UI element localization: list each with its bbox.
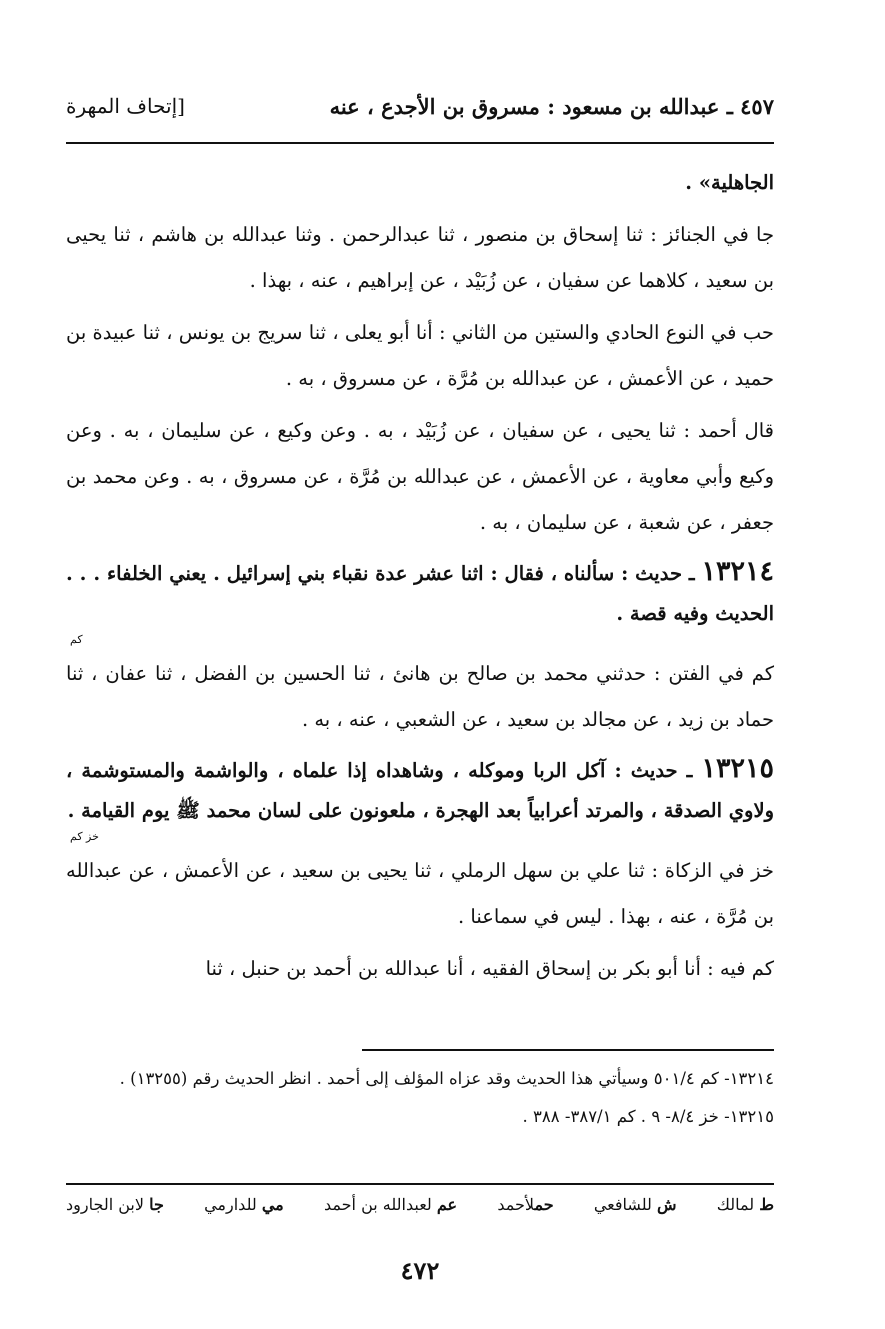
legend-item: ط لمالك: [716, 1195, 774, 1214]
legend-item: عم لعبدالله بن أحمد: [324, 1195, 458, 1214]
paragraph-kam-fitan: كم في الفتن : حدثني محمد بن صالح بن هانئ ، ثنا الحسين بن الفضل ، ثنا عفان ، ثنا حماد بن زيد ، عن مجالد بن سعيد ، عن الشعبي ، عنه ، به .: [66, 662, 774, 731]
hadith-sigla: كم: [70, 633, 83, 646]
hadith-text: آكل الربا وموكله ، وشاهداه إذا علماه ، والواشمة والمستوشمة ، ولاوي الصدقة ، والمرتد أعرابياً بعد الهجرة ، ملعونون على لسان محمد ﷺ يوم القيامة .: [66, 759, 774, 822]
hadith-heading: ـ حديث :: [614, 759, 693, 782]
paragraph-continuation: الجاهلية» .: [685, 171, 774, 194]
main-text: [66, 160, 774, 992]
hadith-sigla: خز كم: [70, 830, 99, 843]
footnote-divider: [362, 1049, 774, 1051]
header-divider: [66, 142, 774, 144]
hadith-13214: [66, 552, 774, 645]
abbreviation-legend: [66, 1195, 774, 1229]
legend-item: جا لابن الجارود: [66, 1195, 164, 1214]
hadith-13215: [66, 749, 774, 842]
legend-item: ش للشافعي: [593, 1195, 677, 1214]
header-title: ٤٥٧ ـ عبدالله بن مسعود : مسروق بن الأجدع ، عنه: [329, 94, 774, 119]
footnote-13215: ١٣٢١٥- خز ٨/٤- ٩ . كم ٣٨٧/١- ٣٨٨ .: [522, 1107, 774, 1126]
paragraph-khaz-zakat: خز في الزكاة : ثنا علي بن سهل الرملي ، ثنا يحيى بن سعيد ، عن الأعمش ، عن عبدالله بن مُرَّة ، عنه ، بهذا . ليس في سماعنا .: [66, 859, 774, 928]
legend-divider: [66, 1183, 774, 1185]
header-book-title: [إتحاف المهرة: [66, 94, 185, 118]
hadith-text: سألناه ، فقال : اثنا عشر عدة نقباء بني إسرائيل . يعني الخلفاء . . . الحديث وفيه قصة .: [66, 562, 774, 625]
legend-item: مي للدارمي: [204, 1195, 284, 1214]
paragraph-ja-janaiz: جا في الجنائز : ثنا إسحاق بن منصور ، ثنا عبدالرحمن . وثنا عبدالله بن هاشم ، ثنا يحيى بن سعيد ، كلاهما عن سفيان ، عن زُبَيْد ، عن إبراهيم ، عنه ، بهذا .: [66, 223, 774, 292]
page: [66, 0, 774, 1329]
paragraph-hibban: حب في النوع الحادي والستين من الثاني : أنا أبو يعلى ، ثنا سريج بن يونس ، ثنا عبيدة بن حميد ، عن الأعمش ، عن عبدالله بن مُرَّة ، عن مسروق ، به .: [66, 321, 774, 390]
running-header: [66, 90, 774, 130]
footnote-13214: ١٣٢١٤- كم ٥٠١/٤ وسيأتي هذا الحديث وقد عزاه المؤلف إلى أحمد . انظر الحديث رقم (١٣٢٥٥) .: [119, 1069, 774, 1088]
hadith-heading: ـ حديث :: [621, 562, 695, 585]
paragraph-kam-fihi: كم فيه : أنا أبو بكر بن إسحاق الفقيه ، أنا عبدالله بن أحمد بن حنبل ، ثنا: [205, 957, 774, 980]
legend-item: حملأحمد: [497, 1195, 554, 1214]
page-number: ٤٧٢: [400, 1256, 440, 1285]
hadith-number: ١٣٢١٥: [701, 753, 774, 784]
hadith-number: ١٣٢١٤: [701, 556, 775, 587]
footnotes: [66, 1060, 774, 1136]
paragraph-ahmad: قال أحمد : ثنا يحيى ، عن سفيان ، عن زُبَيْد ، به . وعن وكيع ، عن سليمان ، به . وعن وكيع وأبي معاوية ، عن الأعمش ، عن عبدالله بن مُرَّة ، عن مسروق ، به . وعن محمد بن جعفر ، عن شعبة ، عن سليمان ، به .: [66, 419, 774, 534]
